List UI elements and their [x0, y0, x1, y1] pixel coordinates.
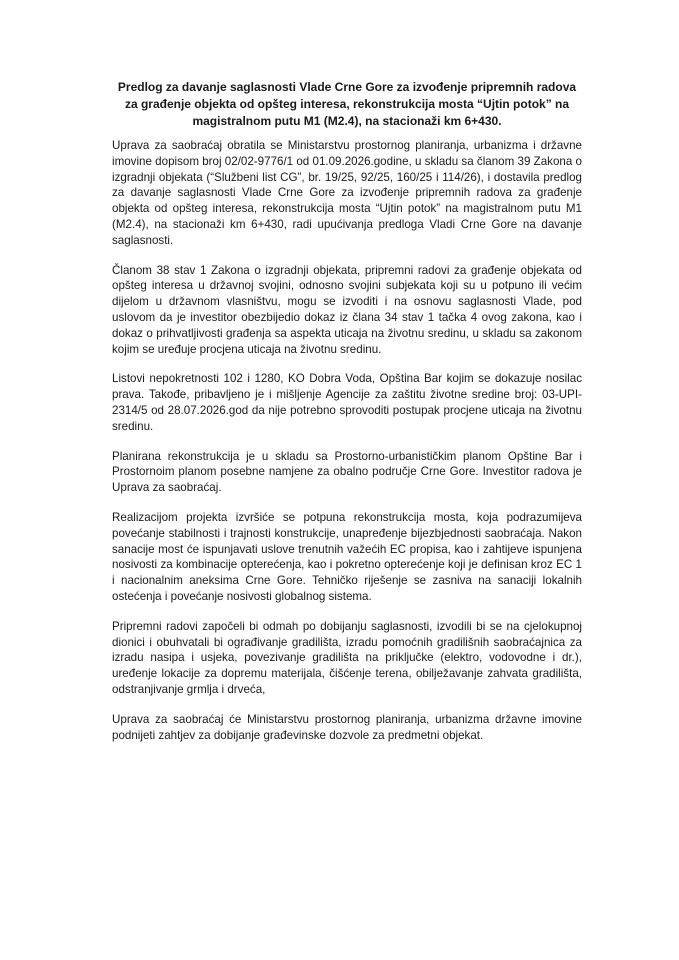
paragraph-6: Pripremni radovi započeli bi odmah po dobijanju saglasnosti, izvodili bi se na cjelokupnoj dionici i obuhvatali bi ograđivanje gradilišta, izradu pomoćnih gradilišnih saobraćajnica za izradu nasipa i usjeka, povezivanje gradilišta na priključke (elektro, vodovodne i dr.), uređenje lokacije za dopremu materijala, čišćenje terena, obilježavanje zahvata gradilišta, odstranjivanje grmlja i drveća,	[112, 619, 582, 696]
document-title: Predlog za davanje saglasnosti Vlade Crne Gore za izvođenje pripremnih radova za građenje objekta od opšteg interesa, rekonstrukcija mosta “Ujtin potok” na magistralnom putu M1 (M2.4), na stacionaži km 6+430.	[117, 80, 577, 128]
paragraph-2: Članom 38 stav 1 Zakona o izgradnji objekata, pripremni radovi za građenje objekata od opšteg interesa u državnoj svojini, odnosno svojini subjekata koji su u potpuno ili većim dijelom u državnom vlasništvu, mogu se izvoditi i na osnovu saglasnosti Vlade, pod uslovom da je investitor obezbijedio dokaz iz člana 34 stav 1 tačka 4 ovog zakona, kao i dokaz o prihvatljivosti građenja sa aspekta uticaja na životnu sredinu, u skladu sa zakonom kojim se uređuje procjena uticaja na životnu sredinu.	[112, 263, 582, 356]
paragraph-1: Uprava za saobraćaj obratila se Ministarstvu prostornog planiranja, urbanizma i državne imovine dopisom broj 02/02-9776/1 od 01.09.2026.godine, u skladu sa članom 39 Zakona o izgradnji objekata (“Službeni list CG”, br. 19/25, 92/25, 160/25 i 114/26), i dostavila predlog za davanje saglasnosti Vlade Crne Gore za izvođenje pripremnih radova za građenje objekta od opšteg interesa, rekonstrukcija mosta “Ujtin potok” na magistralnom putu M1 (M2.4), na stacionaži km 6+430, radi upućivanja predloga Vladi Crne Gore na davanje saglasnosti.	[112, 139, 582, 247]
document-body	[112, 138, 582, 757]
paragraph-4: Planirana rekonstrukcija je u skladu sa Prostorno-urbanističkim planom Opštine Bar i Prostornoim planom posebne namjene za obalno područje Crne Gore. Investitor radova je Uprava za saobraćaj.	[112, 449, 582, 495]
paragraph-3: Listovi nepokretnosti 102 i 1280, KO Dobra Voda, Opština Bar kojim se dokazuje nosilac prava. Takođe, pribavljeno je i mišljenje Agencije za zaštitu životne sredine broj: 03-UPI-2314/5 od 28.07.2026.god da nije potrebno sprovoditi postupak procjene uticaja na životnu sredinu.	[112, 372, 582, 433]
paragraph-5: Realizacijom projekta izvršiće se potpuna rekonstrukcija mosta, koja podrazumijeva povećanje stabilnosti i trajnosti konstrukcije, unapređenje bijezbjednosti saobraćaja. Nakon sanacije most će ispunjavati uslove trenutnih važećih EC propisa, kao i zahtijeve ispunjena nosivosti za kombinacije opterećenja, kao i pokretno opterećenje koji je definisan kroz EC 1 i nacionalnim aneksima Crne Gore. Tehničko riješenje se zasniva na sanaciji lokalnih ostećenja i povećanje nosivosti globalnog sistema.	[112, 510, 582, 603]
paragraph-7: Uprava za saobraćaj će Ministarstvu prostornog planiranja, urbanizma državne imovine podnijeti zahtjev za dobijanje građevinske dozvole za predmetni objekat.	[112, 712, 582, 742]
